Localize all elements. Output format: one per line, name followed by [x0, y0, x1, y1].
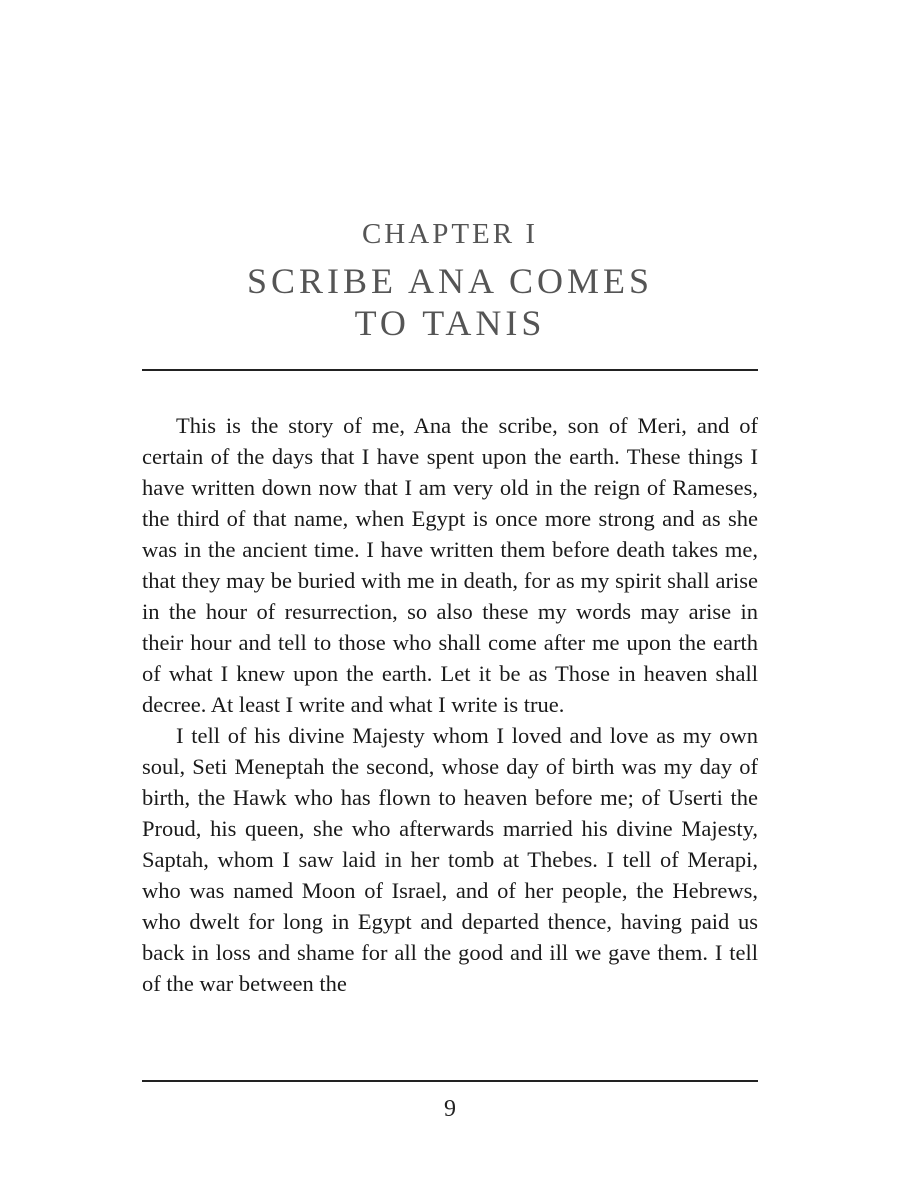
body-text — [142, 410, 758, 999]
chapter-title-line-2: TO TANIS — [354, 303, 546, 343]
chapter-title — [0, 260, 900, 344]
chapter-number: CHAPTER I — [361, 218, 539, 250]
chapter-heading — [0, 214, 900, 344]
top-divider — [142, 369, 758, 371]
paragraph-2: I tell of his divine Majesty whom I loved and love as my own soul, Seti Meneptah the second, whose day of birth was my day of birth, the Hawk who has flown to heaven before me; of Userti the Proud, his queen, she who afterwards married his divine Majesty, Saptah, whom I saw laid in her tomb at Thebes. I tell of Merapi, who was named Moon of Israel, and of her people, the Hebrews, who dwelt for long in Egypt and departed thence, having paid us back in loss and shame for all the good and ill we gave them. I tell of the war between the — [142, 723, 758, 996]
page-number: 9 — [444, 1096, 456, 1122]
bottom-divider — [142, 1080, 758, 1082]
chapter-title-line-1: SCRIBE ANA COMES — [246, 261, 654, 301]
paragraph-1: This is the story of me, Ana the scribe, son of Meri, and of certain of the days that I have spent upon the earth. These things I have written down now that I am very old in the reign of Rameses, the third of that name, when Egypt is once more strong and as she was in the ancient time. I have written them before death takes me, that they may be buried with me in death, for as my spirit shall arise in the hour of resurrection, so also these my words may arise in their hour and tell to those who shall come after me upon the earth of what I knew upon the earth. Let it be as Those in heaven shall decree. At least I write and what I write is true. — [142, 413, 758, 717]
